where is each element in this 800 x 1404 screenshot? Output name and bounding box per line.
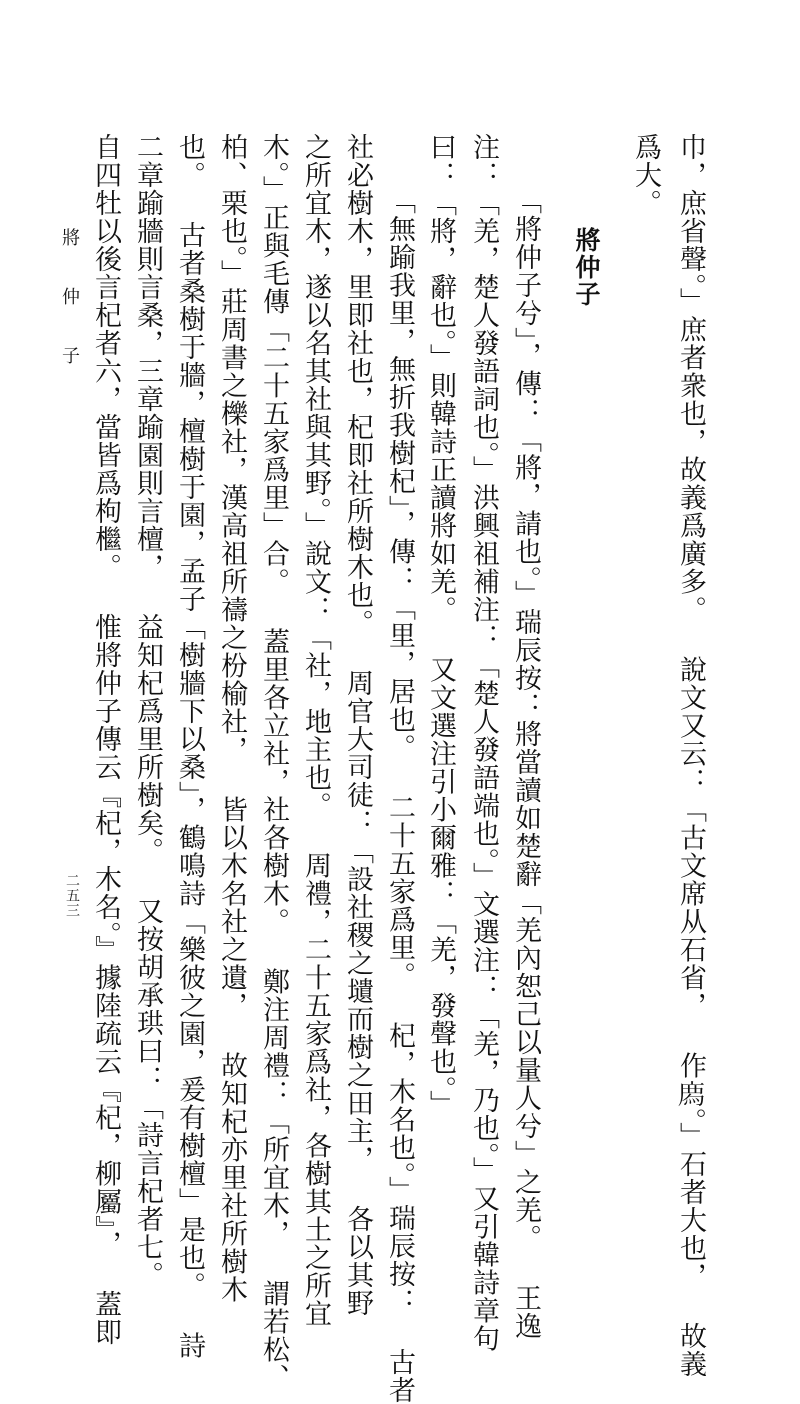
text-column-12: 二章踰牆則言桑，三章踰園則言檀， 益知杞爲里所樹矣。 又按胡承珙曰：「詩言杞者七。 — [132, 133, 163, 1289]
text-column-8: 之所宜木，遂以名其社與其野。」說文：「社，地主也。 周禮，二十五家爲社，各樹其土之所宜 — [300, 133, 331, 1328]
text-column-3: 「將仲子兮」，傳：「將，請也。」瑞辰按：將當讀如楚辭「羌內恕己以量人兮」之羌。 王逸 — [510, 187, 541, 1340]
running-head: 將 仲 子 — [59, 228, 80, 374]
section-heading: 將仲子 — [572, 227, 601, 308]
text-column-10: 柏、栗也。」莊周書之櫟社，漢高祖所禱之枌榆社， 皆以木名社之遺， 故知杞亦里社所樹木 — [216, 133, 247, 1304]
text-column-6: 「無踰我里，無折我樹杞」，傳：「里，居也。 二十五家爲里。 杞，木名也。」瑞辰按： 古者 — [384, 187, 415, 1404]
text-column-4: 注：「羌，楚人發語詞也。」洪興祖補注：「楚人發語端也。」文選注：「羌，乃也。」又引韓詩章句 — [468, 133, 499, 1353]
text-column-13: 自四牡以後言杞者六，當皆爲枸檵。 惟將仲子傳云『杞，木名。』據陸疏云『杞，柳屬』， 蓋即 — [90, 133, 121, 1346]
text-column-1: 巾，庶省聲。」庶者衆也，故義爲廣多。 說文又云：「古文席从石省， 作𢊁。」石者大也， 故義 — [675, 133, 706, 1378]
text-column-11: 也。 古者桑樹于牆，檀樹于園，孟子「樹牆下以桑」，鶴鳴詩「樂彼之園，爰有樹檀」是也。 詩 — [174, 133, 205, 1360]
text-column-7: 社必樹木，里即社也，杞即社所樹木也。 周官大司徒：「設社稷之壝而樹之田主， 各以其野 — [342, 133, 373, 1317]
text-column-9: 木。」正與毛傳「二十五家爲里」合。 蓋里各立社，社各樹木。 鄭注周禮：「所宜木， 謂若松、 — [258, 133, 289, 1392]
page-number: 二五三 — [64, 873, 80, 918]
text-column-5: 曰：「將，辭也。」則韓詩正讀將如羌。 又文選注引小爾雅：「羌，發聲也。」 — [425, 133, 456, 1118]
text-column-2: 爲大。 — [630, 133, 661, 217]
